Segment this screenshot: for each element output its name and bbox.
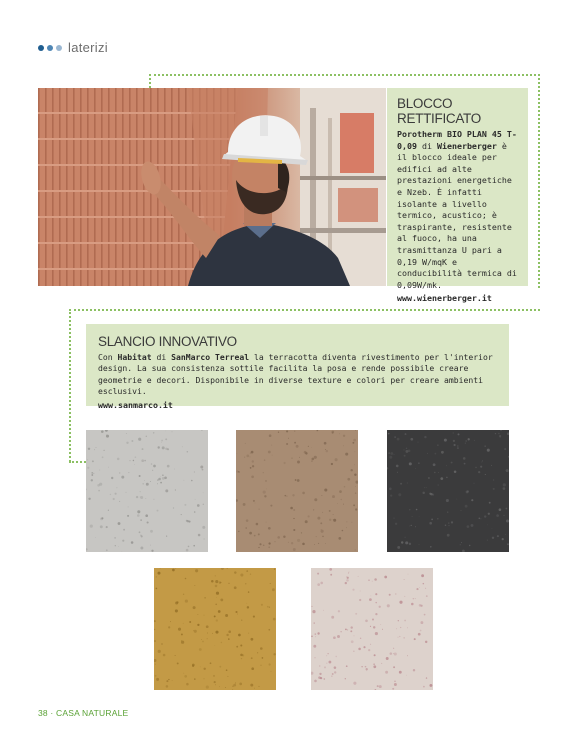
product-photo: [38, 88, 386, 286]
box1-title: BLOCCO RETTIFICATO: [397, 96, 481, 126]
dot-3: [56, 45, 62, 51]
footer-separator: ·: [47, 708, 57, 718]
swatch-texture: [154, 568, 276, 690]
swatch-black: [387, 430, 509, 552]
product-box-slancio: [86, 324, 509, 410]
swatch-ochre: [154, 568, 276, 690]
connector-mid-left-vertical: [69, 309, 71, 462]
box1-connector: di: [416, 140, 437, 151]
photo-illustration: [38, 88, 386, 286]
box2-brand: SanMarco Terreal: [171, 352, 250, 362]
box2-text: [98, 352, 497, 398]
swatch-texture: [86, 430, 208, 552]
box2-lead: Con: [98, 352, 118, 362]
connector-mid-horizontal: [69, 309, 540, 311]
swatch-pink: [311, 568, 433, 690]
magazine-name: CASA NATURALE: [56, 708, 129, 718]
box2-link[interactable]: www.sanmarco.it: [98, 399, 173, 410]
swatch-grey: [86, 430, 208, 552]
swatch-terracotta: [236, 430, 358, 552]
dot-1: [38, 45, 44, 51]
box1-product: Porotherm BIO PLAN 45 T-0,09: [397, 129, 517, 151]
box2-title: SLANCIO INNOVATIVO: [98, 334, 237, 349]
box1-text: [397, 129, 520, 291]
section-header: [38, 40, 108, 55]
swatch-texture: [236, 430, 358, 552]
section-dots-icon: [38, 45, 62, 51]
connector-top-horizontal: [149, 74, 540, 76]
page-footer: [38, 708, 128, 718]
box2-connector: di: [151, 352, 172, 362]
swatch-texture: [311, 568, 433, 690]
box1-body: è il blocco ideale per edifici ad alte prestazioni energetiche e Nzeb. È infatti isolante a livello termico, acustico; è traspirante, resistente al fuoco, ha una trasmittanza U pari a 0,19 W/mqK e conducibilità termica di 0,09W/mk.: [397, 140, 517, 290]
dot-2: [47, 45, 53, 51]
box1-link[interactable]: www.wienerberger.it: [397, 293, 492, 304]
product-box-blocco: [387, 88, 528, 304]
page-number: 38: [38, 708, 48, 718]
connector-top-right-vertical: [538, 74, 540, 288]
box2-body: la terracotta diventa rivestimento per l'interior design. La sua consistenza sottile facilita la posa e rende possibile creare geometrie e decori. Disponibile in diverse texture e colori per creare ambienti esclusivi.: [98, 352, 493, 397]
section-label: laterizi: [68, 40, 108, 55]
swatch-texture: [387, 430, 509, 552]
box2-product: Habitat: [117, 352, 152, 362]
box1-brand: Wienerberger: [436, 140, 497, 151]
